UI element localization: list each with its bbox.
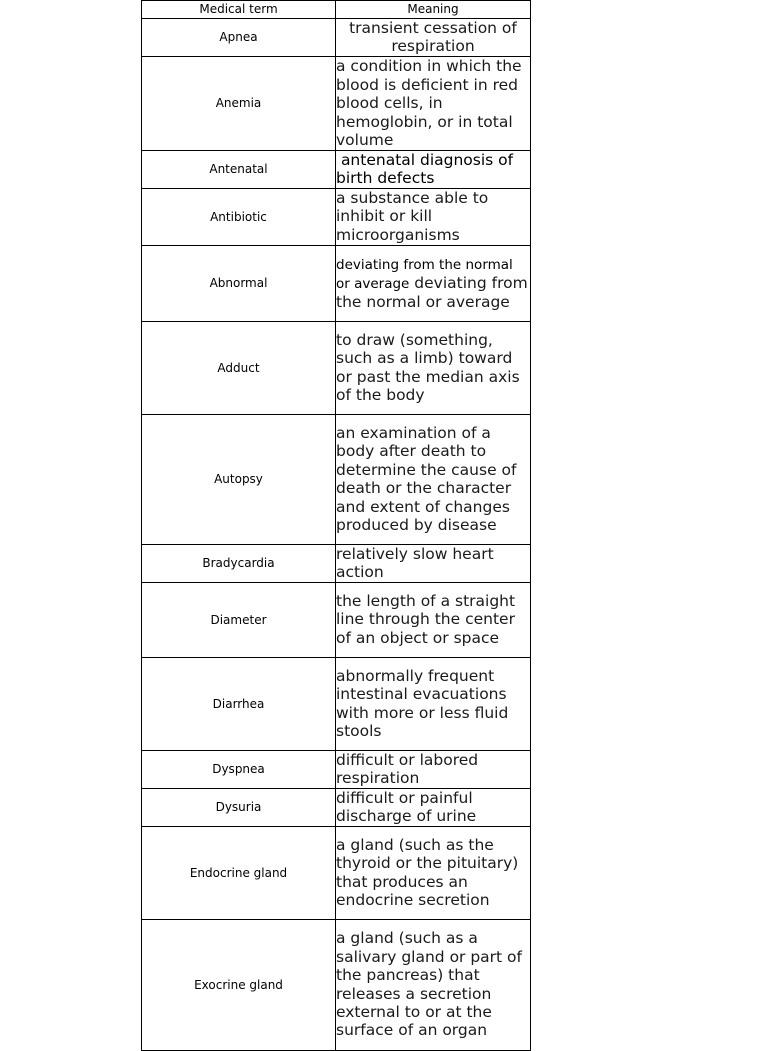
header-row xyxy=(142,1,531,19)
meaning-cell: transient cessation of respiration xyxy=(336,19,531,57)
term-cell: Diameter xyxy=(142,582,336,657)
table-row xyxy=(142,919,531,1050)
table-row xyxy=(142,56,531,150)
term-cell: Antibiotic xyxy=(142,188,336,245)
table-row xyxy=(142,582,531,657)
table-row xyxy=(142,321,531,414)
meaning-cell: the length of a straight line through the center of an object or space xyxy=(336,582,531,657)
meaning-cell: to draw (something, such as a limb) toward or past the median axis of the body xyxy=(336,321,531,414)
meaning-cell: abnormally frequent intestinal evacuations with more or less fluid stools xyxy=(336,657,531,750)
meaning-cell: difficult or painful discharge of urine xyxy=(336,788,531,826)
meaning-cell: a substance able to inhibit or kill microorganisms xyxy=(336,188,531,245)
meaning-cell: a gland (such as a salivary gland or part of the pancreas) that releases a secretion external to or at the surface of an organ xyxy=(336,919,531,1050)
table-row xyxy=(142,750,531,788)
table-row xyxy=(142,788,531,826)
term-cell: Adduct xyxy=(142,321,336,414)
table-row xyxy=(142,188,531,245)
medical-terms-table xyxy=(141,0,531,1051)
term-cell: Apnea xyxy=(142,19,336,57)
term-cell: Diarrhea xyxy=(142,657,336,750)
header-medical-term: Medical term xyxy=(142,1,336,19)
term-cell: Exocrine gland xyxy=(142,919,336,1050)
table-row xyxy=(142,657,531,750)
term-cell: Dyspnea xyxy=(142,750,336,788)
meaning-text: deviating from the normal or average xyxy=(336,273,533,312)
term-cell: Autopsy xyxy=(142,414,336,544)
meaning-cell: an examination of a body after death to determine the cause of death or the character and extent of changes produced by disease xyxy=(336,414,531,544)
term-cell: Dysuria xyxy=(142,788,336,826)
meaning-lead-text: deviating from the normal or average xyxy=(336,256,513,292)
table-row xyxy=(142,245,531,321)
term-cell: Bradycardia xyxy=(142,544,336,582)
meaning-cell: antenatal diagnosis of birth defects xyxy=(336,150,531,188)
term-cell: Endocrine gland xyxy=(142,826,336,919)
term-cell: Abnormal xyxy=(142,245,336,321)
meaning-cell: difficult or labored respiration xyxy=(336,750,531,788)
meaning-cell: relatively slow heart action xyxy=(336,544,531,582)
meaning-cell xyxy=(336,245,531,321)
table-row xyxy=(142,544,531,582)
term-cell: Anemia xyxy=(142,56,336,150)
header-meaning: Meaning xyxy=(336,1,531,19)
table-row xyxy=(142,826,531,919)
meaning-cell: a condition in which the blood is deficient in red blood cells, in hemoglobin, or in total volume xyxy=(336,56,531,150)
table-row xyxy=(142,19,531,57)
table-row xyxy=(142,150,531,188)
table-row xyxy=(142,414,531,544)
term-cell: Antenatal xyxy=(142,150,336,188)
meaning-cell: a gland (such as the thyroid or the pituitary) that produces an endocrine secretion xyxy=(336,826,531,919)
